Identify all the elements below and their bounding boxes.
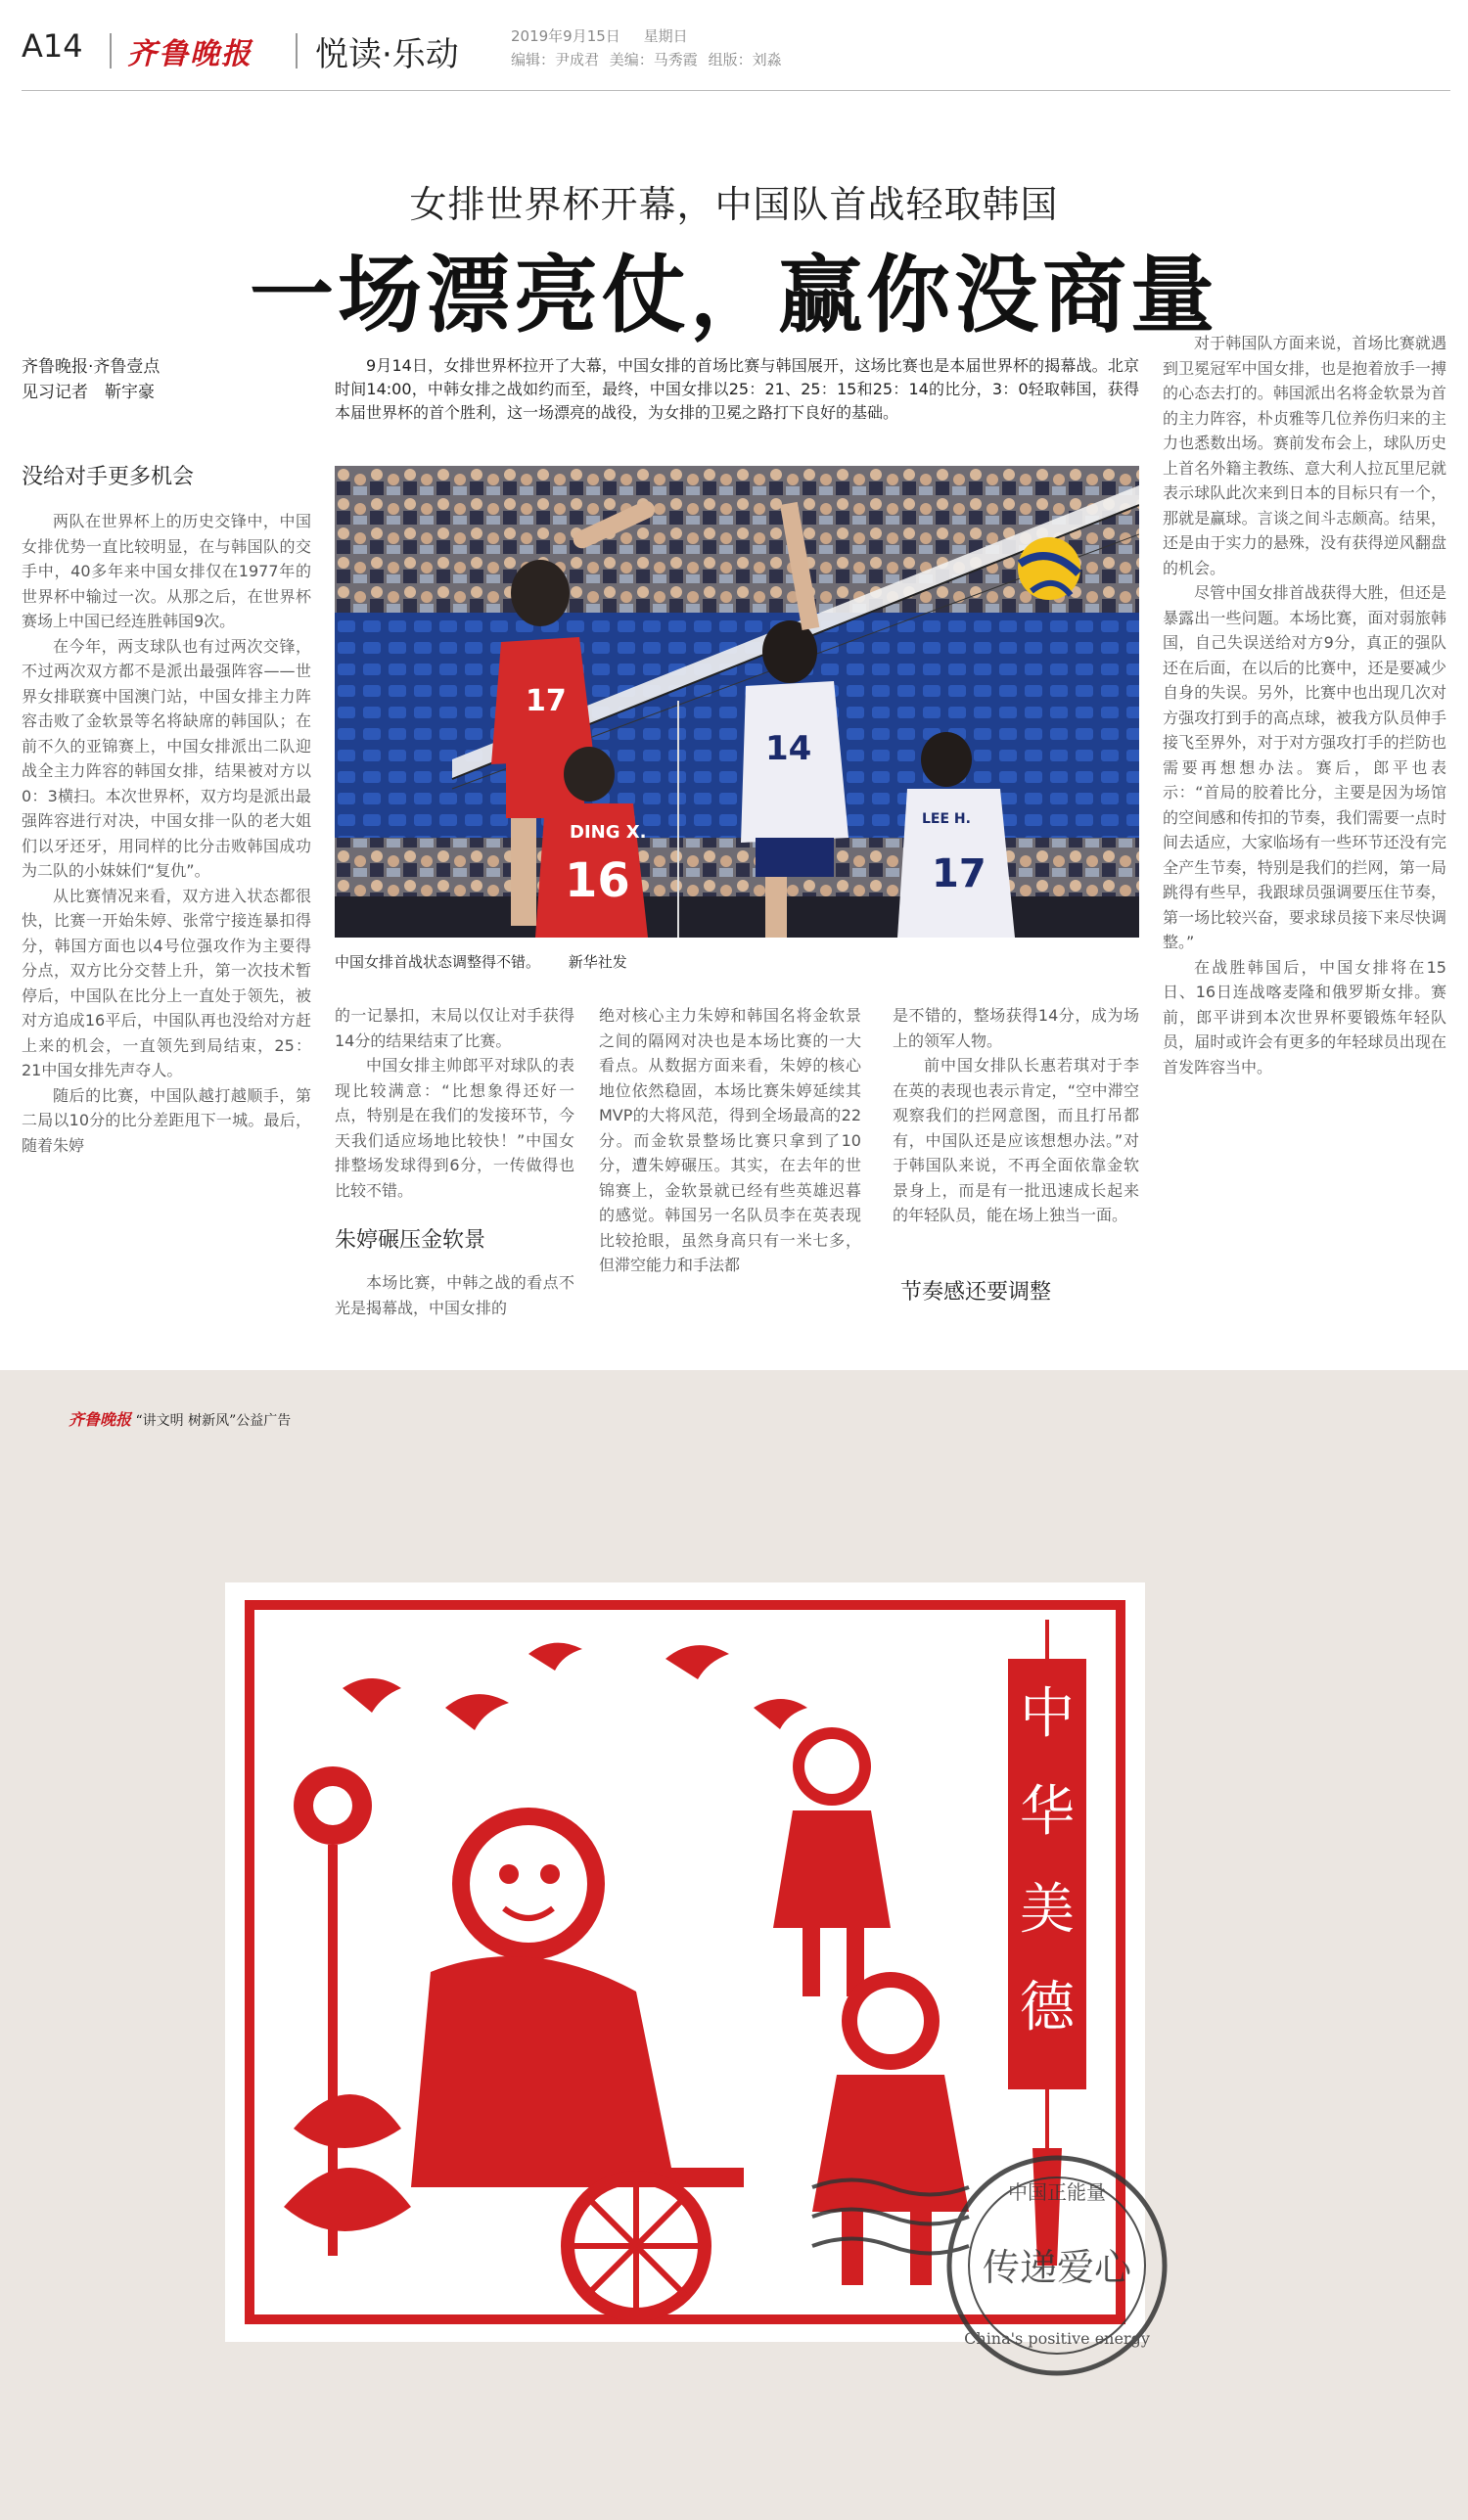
staff-credits xyxy=(511,49,782,69)
caption-text: 中国女排首战状态调整得不错。 xyxy=(335,953,541,971)
jersey-number: 14 xyxy=(765,729,812,768)
newspaper-logo: 齐鲁晚报 xyxy=(127,37,252,71)
paragraph: 对于韩国队方面来说，首场比赛就遇到卫冕冠军中国女排，也是抱着放手一搏的心态去打的。韩国派出名将金软景为首的主力阵容，朴贞雅等几位养伤归来的主力也悉数出场。赛前发布会上，球队历史上首名外籍主教练、意大利人拉瓦里尼就表示球队此次来到日本的目标只有一个，那就是赢球。言谈之间斗志颇高。结果，还是由于实力的悬殊，没有获得逆风翻盘的机会。 xyxy=(1163,334,1446,577)
byline xyxy=(22,354,160,405)
paragraph: 中国女排主帅郎平对球队的表现比较满意：“比想象得还好一点，特别是在我们的发接环节，今天我们适应场地比较快！”中国女排整场发球得到6分，一传做得也比较不错。 xyxy=(335,1056,574,1200)
jersey-name: DING X. xyxy=(570,822,647,843)
ad-slogan: “讲文明 树新风”公益广告 xyxy=(135,1413,292,1429)
subheading: 朱婷碾压金软景 xyxy=(335,1228,486,1253)
title-char: 华 xyxy=(1020,1780,1075,1844)
paragraph: 绝对核心主力朱婷和韩国名将金软景之间的隔网对决也是本场比赛的一大看点。从数据方面来看，朱婷的核心地位依然稳固，本场比赛朱婷延续其MVP的大将风范，得到全场最高的22分。而金软景整场比赛只拿到了10分，遭朱婷碾压。其实，在去年的世锦赛上，金软景就已经有些英雄迟暮的感觉。韩国另一名队员李在英表现比较抢眼，虽然身高只有一米七多，但滞空能力和手法都 xyxy=(599,1006,861,1274)
article-column-3 xyxy=(599,1003,861,1278)
article-headline: 一场漂亮仗，赢你没商量 xyxy=(250,247,1218,344)
jersey-number: 17 xyxy=(932,851,986,896)
page-header xyxy=(22,23,1450,78)
jersey-name: LEE H. xyxy=(922,811,971,827)
title-char: 中 xyxy=(1020,1682,1075,1746)
article-column-5 xyxy=(1163,331,1446,1079)
paragraph: 本场比赛，中韩之战的看点不光是揭幕战，中国女排的 xyxy=(335,1273,574,1317)
header-divider xyxy=(296,33,298,69)
editor-credit: 编辑：尹成君 xyxy=(511,51,600,69)
header-divider xyxy=(110,33,112,69)
weekday: 星期日 xyxy=(643,27,688,45)
article-column-2b xyxy=(335,1270,574,1320)
byline-outlet: 齐鲁晚报·齐鲁壹点 xyxy=(22,357,161,377)
paragraph: 的一记暴扣，末局以仅让对手获得14分的结果结束了比赛。 xyxy=(335,1006,574,1050)
article-column-1 xyxy=(22,509,311,1158)
paragraph: 两队在世界杯上的历史交锋中，中国女排优势一直比较明显，在与韩国队的交手中，40多年来中国女排仅在1977年的世界杯中输过一次。从那之后，在世界杯赛场上中国已经连胜韩国9次。 xyxy=(22,512,311,630)
section-title: 悦读·乐动 xyxy=(315,35,459,74)
art-editor-credit: 美编：马秀霞 xyxy=(609,51,698,69)
subheading: 节奏感还要调整 xyxy=(900,1280,1052,1305)
paragraph: 前中国女排队长惠若琪对于李在英的表现也表示肯定，“空中滞空观察我们的拦网意图，而且打吊都有，中国队还是应该想想办法。”对于韩国队来说，不再全面依靠金软景身上，而是有一批迅速成长起来的年轻队员，能在场上独当一面。 xyxy=(893,1056,1139,1224)
paragraph: 是不错的，整场获得14分，成为场上的领军人物。 xyxy=(893,1006,1139,1050)
issue-date xyxy=(511,25,688,46)
postmark-bottom-text: China's positive energy xyxy=(964,2329,1150,2348)
photo-caption xyxy=(335,951,651,972)
title-char: 美 xyxy=(1020,1878,1075,1942)
title-char: 德 xyxy=(1020,1976,1075,2039)
volleyball-photo xyxy=(335,466,1139,938)
article-column-4 xyxy=(893,1003,1139,1228)
page-number: A14 xyxy=(22,27,83,65)
jersey-number: 17 xyxy=(526,684,567,718)
postmark-center-text: 传递爱心 xyxy=(982,2246,1132,2289)
paper-cut-stamp xyxy=(206,1561,1223,2403)
postmark-top-text: 中国正能量 xyxy=(1008,2180,1106,2204)
header-rule xyxy=(22,90,1450,91)
date: 2019年9月15日 xyxy=(511,27,620,45)
article-lead: 9月14日，女排世界杯拉开了大幕，中国女排的首场比赛与韩国展开，这场比赛也是本届世界杯的揭幕战。北京时间14:00，中韩女排之战如约而至，最终，中国女排以25：21、25：15和25：14的比分，3：0轻取韩国，获得本届世界杯的首个胜利，这一场漂亮的战役，为女排的卫冕之路打下良好的基础。 xyxy=(335,356,1139,422)
jersey-number: 16 xyxy=(565,853,630,908)
ad-header xyxy=(69,1407,291,1430)
article-column-2 xyxy=(335,1003,574,1203)
byline-reporter: 见习记者 靳宇豪 xyxy=(22,383,155,402)
layout-credit: 组版：刘淼 xyxy=(708,51,782,69)
ad-brand-logo: 齐鲁晚报 xyxy=(69,1410,132,1429)
paragraph: 从比赛情况来看，双方进入状态都很快，比赛一开始朱婷、张常宁接连暴扣得分，韩国方面也以4号位强攻作为主要得分点，双方比分交替上升，第一次技术暂停后，中国队在比分上一直处于领先，被对方追成16平后，中国队再也没给对方赶上来的机会，一直领先到局结束，25：21中国女排先声夺人。 xyxy=(22,886,311,1079)
paragraph: 随后的比赛，中国队越打越顺手，第二局以10分的比分差距甩下一城。最后，随着朱婷 xyxy=(22,1085,311,1155)
public-service-ad xyxy=(0,1370,1468,2520)
subheading: 没给对手更多机会 xyxy=(22,465,195,489)
match-photo-illustration xyxy=(335,466,1139,938)
paragraph: 在战胜韩国后，中国女排将在15日、16日连战喀麦隆和俄罗斯女排。赛前，郎平讲到本次世界杯要锻炼年轻队员，届时或许会有更多的年轻球员出现在首发阵容当中。 xyxy=(1163,957,1446,1077)
photo-credit: 新华社发 xyxy=(568,953,627,971)
paragraph: 尽管中国女排首战获得大胜，但还是暴露出一些问题。本场比赛，面对弱旅韩国，自己失误送给对方9分，真正的强队还在后面，在以后的比赛中，还是要减少自身的失误。另外，比赛中也出现几次对方强攻打到手的高点球，被我方队员伸手接飞至界外，对于对方强攻打手的拦防也需要再想想办法。赛后，郎平也表示：“首局的胶着比分，主要是因为场馆的空间感和传扣的节奏，我们需要一点时间去适应，大家临场有一些环节还没有完全产生节奏，特别是我们的拦网，第一局跳得有些早，我跟球员强调要压住节奏，第一场比较兴奋，要求球员接下来尽快调整。” xyxy=(1163,583,1446,951)
paragraph: 在今年，两支球队也有过两次交锋，不过两次双方都不是派出最强阵容——世界女排联赛中国澳门站，中国女排主力阵容击败了金软景等名将缺席的韩国队；在前不久的亚锦赛上，中国女排派出二队迎战全主力阵容的韩国女排，结果被对方以0：3横扫。本次世界杯，双方均是派出最强阵容进行对决，中国女排一队的老大姐们以牙还牙，用同样的比分击败韩国成功为二队的小妹妹们“复仇”。 xyxy=(22,636,311,880)
article-kicker: 女排世界杯开幕，中国队首战轻取韩国 xyxy=(409,183,1059,226)
